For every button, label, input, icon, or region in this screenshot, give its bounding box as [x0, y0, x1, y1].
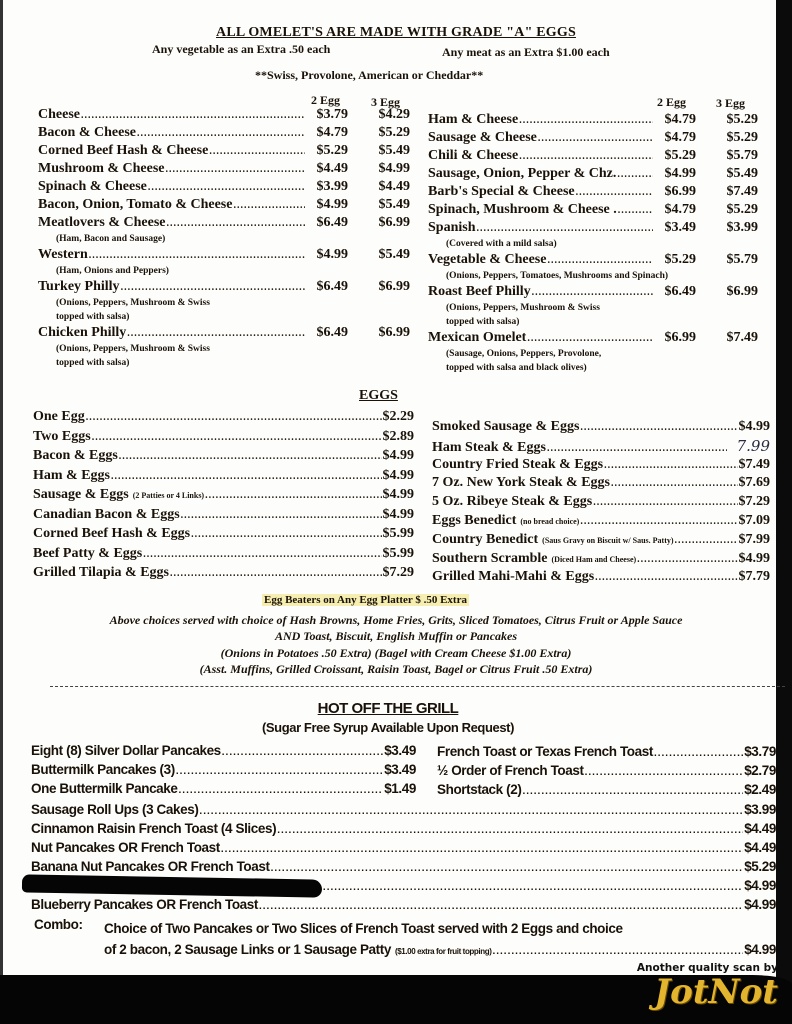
menu-item: [428, 183, 758, 201]
item-price: $7.09: [738, 512, 770, 528]
price-3-egg: $5.49: [726, 166, 758, 181]
menu-item: [437, 780, 776, 799]
item-name: Sausage & Eggs: [33, 487, 129, 502]
menu-item: [31, 857, 776, 876]
combo-price: $4.99: [744, 942, 776, 957]
item-price: $1.49: [384, 781, 416, 796]
price-2-egg: $4.99: [316, 247, 348, 262]
price-2-egg: $6.99: [664, 330, 696, 345]
item-name: Ham & Cheese: [428, 112, 519, 127]
item-name: Sausage, Onion, Pepper & Chz.: [428, 166, 617, 181]
item-name: Bacon & Cheese: [38, 125, 136, 140]
menu-item: [38, 178, 410, 196]
price-3-egg: $5.29: [726, 112, 758, 127]
item-name: 5 Oz. Ribeye Steak & Eggs: [432, 494, 593, 510]
dot-leader: [519, 112, 653, 130]
sides-line: (Asst. Muffins, Grilled Croissant, Raisin Toast, Bagel or Citrus Fruit .50 Extra): [199, 662, 593, 676]
item-name: Eggs Benedict: [432, 512, 517, 528]
price-3-egg: $6.99: [378, 279, 410, 294]
item-price: $4.99: [382, 487, 414, 502]
price-3-egg: $5.79: [726, 148, 758, 163]
item-price: $5.99: [382, 545, 414, 561]
watermark-text: Another quality scan by: [636, 962, 778, 974]
item-description: topped with salsa): [446, 317, 520, 327]
price-2-egg: $6.49: [316, 215, 348, 230]
scan-edge: [0, 0, 3, 1024]
item-description: topped with salsa): [56, 312, 130, 322]
item-name: Chili & Cheese: [428, 148, 519, 163]
dot-leader: [595, 569, 737, 588]
dot-leader: [519, 148, 653, 166]
eggs-list-right: [432, 418, 770, 587]
item-description: topped with salsa): [56, 358, 130, 368]
combo-note: ($1.00 extra for fruit topping): [394, 947, 492, 956]
price-3-egg: $4.29: [378, 107, 410, 122]
item-name: Corned Beef Hash & Cheese: [38, 143, 209, 158]
dot-leader: [675, 532, 738, 551]
dot-leader: [221, 840, 743, 859]
price-3-egg: $4.99: [378, 161, 410, 176]
item-name: Mushroom & Cheese: [38, 161, 165, 176]
menu-item: [33, 485, 414, 505]
menu-item: [428, 147, 758, 165]
dot-leader: [492, 942, 743, 961]
price-3-egg: $4.49: [378, 179, 410, 194]
item-name: Vegetable & Cheese: [428, 252, 547, 267]
item-name: Bacon & Eggs: [33, 448, 118, 463]
price-2-egg: $4.99: [664, 166, 696, 181]
dot-leader: [92, 428, 382, 448]
dot-leader: [111, 467, 382, 487]
item-name: Cinnamon Raisin French Toast (4 Slices): [31, 821, 277, 836]
col-2egg: 2 Egg: [657, 95, 687, 109]
price-2-egg: $3.49: [664, 220, 696, 235]
price-3-egg: $6.99: [378, 325, 410, 340]
menu-item: [428, 219, 758, 237]
item-price: $7.99: [738, 531, 770, 547]
item-name: One Buttermilk Pancake: [31, 781, 178, 796]
menu-item: [432, 531, 770, 550]
dot-leader: [604, 457, 737, 476]
menu-item: [33, 446, 414, 466]
item-name: Meatlovers & Cheese: [38, 215, 166, 230]
price-2-egg: $6.49: [316, 325, 348, 340]
dot-leader: [476, 220, 653, 238]
dot-leader: [176, 762, 383, 781]
item-name: Barb's Special & Cheese: [428, 184, 575, 199]
item-price: $5.29: [744, 859, 776, 874]
item-price: $3.49: [384, 743, 416, 758]
item-price: $7.49: [738, 456, 770, 472]
menu-item: [33, 407, 414, 427]
item-note: (Saus Gravy on Biscuit w/ Saus. Patty): [542, 535, 674, 545]
item-name: Banana Nut Pancakes OR French Toast: [31, 859, 270, 874]
menu-item: [38, 214, 410, 232]
dot-leader: [538, 130, 653, 148]
item-price: $4.99: [744, 878, 776, 893]
price-2-egg: $6.49: [316, 279, 348, 294]
dot-leader: [576, 184, 653, 202]
combo-label: Combo:: [34, 917, 83, 932]
item-name: Mexican Omelet: [428, 330, 527, 345]
item-description: (Onions, Peppers, Mushroom & Swiss: [56, 298, 210, 308]
price-2-egg: $3.79: [316, 107, 348, 122]
item-note: (2 Patties or 4 Links): [132, 491, 205, 500]
item-price: $4.99: [382, 506, 414, 522]
dot-leader: [166, 161, 305, 179]
price-3-egg: $6.99: [726, 284, 758, 299]
item-name: Ham & Eggs: [33, 467, 110, 483]
price-2-egg: $4.79: [664, 202, 696, 217]
menu-item: [432, 456, 770, 475]
col-3egg: 3 Egg: [716, 96, 746, 110]
price-2-egg: $4.79: [664, 112, 696, 127]
menu-item: [31, 838, 776, 857]
dot-leader: [522, 782, 743, 801]
dot-leader: [585, 763, 744, 782]
item-price: $4.99: [382, 448, 414, 463]
grill-list-top-right: [437, 742, 776, 799]
item-name: Canadian Bacon & Eggs: [33, 506, 180, 522]
price-2-egg: $6.99: [664, 184, 696, 199]
menu-item: [437, 742, 776, 761]
dot-leader: [181, 506, 382, 526]
dot-leader: [593, 494, 737, 513]
dot-leader: [271, 859, 744, 878]
menu-item: [38, 106, 410, 124]
price-3-egg: $3.99: [726, 220, 758, 235]
item-price: $7.29: [738, 494, 770, 510]
dot-leader: [167, 215, 305, 233]
cheese-choices: **Swiss, Provolone, American or Cheddar**: [255, 68, 484, 82]
col-2egg: 2 Egg: [311, 93, 341, 107]
item-description: (Ham, Bacon and Sausage): [56, 234, 166, 244]
menu-item: [432, 550, 770, 569]
item-name: Two Eggs: [33, 428, 91, 444]
menu-item: [38, 246, 410, 264]
price-3-egg: $5.29: [726, 202, 758, 217]
item-name: Bacon, Onion, Tomato & Cheese: [38, 197, 233, 212]
item-price: $5.99: [382, 526, 414, 541]
price-3-egg: $5.49: [378, 143, 410, 158]
sides-line: AND Toast, Biscuit, English Muffin or Pancakes: [274, 629, 518, 643]
menu-item: [38, 142, 410, 160]
item-name: Cheese: [38, 107, 80, 122]
menu-item: [428, 329, 758, 347]
item-description: topped with salsa and black olives): [446, 363, 587, 373]
price-3-egg: $5.29: [378, 125, 410, 140]
item-price: $4.99: [738, 419, 770, 434]
dot-leader: [547, 252, 653, 270]
egg-beaters-note: Egg Beaters on Any Egg Platter $ .50 Extra: [264, 594, 467, 606]
item-name: Spinach, Mushroom & Cheese .: [428, 202, 617, 217]
menu-item: [31, 779, 416, 798]
dot-leader: [89, 247, 305, 265]
menu-item: [33, 563, 414, 583]
dot-leader: [527, 330, 653, 348]
item-price: $2.29: [382, 409, 414, 424]
dot-leader: [617, 166, 653, 184]
menu-item: [38, 278, 410, 296]
menu-item: [31, 819, 776, 838]
item-price: $7.29: [382, 565, 414, 580]
item-name: Country Fried Steak & Eggs: [432, 456, 604, 472]
dot-leader: [654, 744, 743, 763]
menu-item: [38, 160, 410, 178]
item-name: Nut Pancakes OR French Toast: [31, 840, 220, 855]
item-price: $4.49: [744, 821, 776, 836]
dot-leader: [119, 447, 382, 467]
menu-item: [31, 800, 776, 819]
menu-item: [38, 124, 410, 142]
price-3-egg: $5.49: [378, 247, 410, 262]
col-3egg: 3 Egg: [371, 95, 401, 109]
price-3-egg: $7.49: [726, 184, 758, 199]
dot-leader: [205, 486, 381, 506]
menu-item: [33, 505, 414, 525]
item-name: Blueberry Pancakes OR French Toast: [31, 897, 258, 912]
sides-line: (Onions in Potatoes .50 Extra) (Bagel with Cream Cheese $1.00 Extra): [220, 646, 572, 660]
veg-extra-note: Any vegetable as an Extra .50 each: [152, 42, 331, 56]
dot-leader: [277, 821, 743, 840]
grill-list-top-left: [31, 741, 416, 798]
item-name: Buttermilk Pancakes (3): [31, 762, 175, 777]
dot-leader: [148, 179, 305, 197]
jotnot-logo: JotNot: [654, 972, 778, 1012]
menu-item: [432, 474, 770, 493]
dot-leader: [191, 525, 381, 545]
item-name: Spanish: [428, 220, 476, 235]
dot-leader: [259, 897, 743, 916]
omelet-list-left: [38, 106, 410, 370]
price-2-egg: $4.79: [316, 125, 348, 140]
dot-leader: [209, 143, 305, 161]
scan-edge: [776, 0, 792, 1024]
dot-leader: [137, 125, 305, 143]
menu-item: [432, 437, 770, 456]
divider: [50, 686, 785, 687]
grill-list-full: [31, 800, 776, 914]
item-name: Roast Beef Philly: [428, 284, 531, 299]
item-name: Country Benedict: [432, 531, 539, 547]
grill-subtitle: (Sugar Free Syrup Available Upon Request): [261, 720, 515, 735]
menu-item: [38, 196, 410, 214]
price-3-egg: $5.49: [378, 197, 410, 212]
item-name: Shortstack (2): [437, 782, 522, 797]
dot-leader: [179, 781, 384, 800]
item-price: 7.99: [736, 436, 770, 455]
item-name: Grilled Tilapia & Eggs: [33, 565, 170, 580]
item-name: Ham Steak & Eggs: [432, 439, 546, 455]
price-3-egg: $5.29: [726, 130, 758, 145]
dot-leader: [81, 107, 305, 125]
menu-item: [428, 165, 758, 183]
dot-leader: [580, 513, 737, 532]
item-name: Sausage Roll Ups (3 Cakes): [31, 802, 199, 817]
menu-item: [31, 760, 416, 779]
menu-item: [38, 324, 410, 342]
item-price: $4.99: [744, 897, 776, 912]
omelet-list-right: [428, 111, 758, 375]
price-2-egg: $5.29: [664, 252, 696, 267]
price-3-egg: $7.49: [726, 330, 758, 345]
dot-leader: [143, 545, 381, 565]
item-description: (Ham, Onions and Peppers): [56, 266, 169, 276]
menu-item: [33, 524, 414, 544]
dot-leader: [580, 419, 737, 438]
item-price: $3.79: [744, 744, 776, 759]
price-2-egg: $6.49: [664, 284, 696, 299]
item-name: One Egg: [33, 409, 85, 424]
item-name: Turkey Philly: [38, 279, 120, 294]
menu-item: [31, 741, 416, 760]
menu-item: [33, 427, 414, 447]
dot-leader: [637, 551, 737, 570]
dot-leader: [86, 408, 382, 428]
item-price: $3.99: [744, 802, 776, 817]
eggs-heading: EGGS: [359, 388, 398, 403]
price-2-egg: $5.29: [316, 143, 348, 158]
dot-leader: [532, 284, 653, 302]
item-name: Grilled Mahi-Mahi & Eggs: [432, 569, 595, 585]
price-2-egg: $4.79: [664, 130, 696, 145]
menu-item: [33, 466, 414, 486]
combo-description: Choice of Two Pancakes or Two Slices of French Toast served with 2 Eggs and choice: [104, 921, 623, 936]
item-description: (Onions, Peppers, Mushroom & Swiss: [446, 303, 600, 313]
price-2-egg: $4.49: [316, 161, 348, 176]
menu-item: [428, 111, 758, 129]
dot-leader: [611, 475, 738, 494]
item-name: Western: [38, 247, 88, 262]
item-name: Spinach & Cheese: [38, 179, 147, 194]
meat-extra-note: Any meat as an Extra $1.00 each: [442, 45, 610, 59]
item-price: $7.79: [738, 569, 770, 585]
item-description: (Sausage, Onions, Peppers, Provolone,: [446, 349, 602, 359]
eggs-list-left: [33, 407, 414, 583]
item-price: $2.49: [744, 782, 776, 797]
menu-item: [432, 418, 770, 437]
dot-leader: [618, 202, 653, 220]
menu-item: [31, 895, 776, 914]
item-name: French Toast or Texas French Toast: [437, 744, 653, 759]
item-price: $2.89: [382, 428, 414, 444]
grill-heading: HOT OFF THE GRILL: [317, 700, 459, 717]
price-3-egg: $6.99: [378, 215, 410, 230]
menu-item: [437, 761, 776, 780]
item-name: Chicken Philly: [38, 325, 127, 340]
item-note: (no bread choice): [520, 516, 580, 526]
menu-item: [432, 568, 770, 587]
item-price: $4.49: [744, 840, 776, 855]
item-name: Beef Patty & Eggs: [33, 545, 143, 561]
dot-leader: [199, 802, 743, 821]
menu-item: [428, 129, 758, 147]
dot-leader: [127, 325, 305, 343]
item-name: Sausage & Cheese: [428, 130, 537, 145]
item-description: (Covered with a mild salsa): [446, 239, 557, 249]
sides-line: Above choices served with choice of Hash Browns, Home Fries, Grits, Sliced Tomatoes, Citrus Fruit or Apple Sauce: [109, 613, 683, 627]
dot-leader: [222, 743, 383, 762]
item-description: (Onions, Peppers, Mushroom & Swiss: [56, 344, 210, 354]
item-price: $4.99: [738, 550, 770, 566]
price-3-egg: $5.79: [726, 252, 758, 267]
price-2-egg: $5.29: [664, 148, 696, 163]
item-description: (Onions, Peppers, Tomatoes, Mushrooms and Spinach): [446, 271, 669, 281]
item-note: (Diced Ham and Cheese): [551, 554, 637, 564]
item-price: $4.99: [382, 467, 414, 483]
menu-item: [432, 493, 770, 512]
menu-item: [428, 201, 758, 219]
menu-item: [432, 512, 770, 531]
item-name: Southern Scramble: [432, 550, 548, 566]
price-2-egg: $3.99: [316, 179, 348, 194]
menu-item: [428, 283, 758, 301]
dot-leader: [170, 564, 381, 584]
combo-row: [104, 940, 776, 959]
dot-leader: [121, 279, 305, 297]
menu-item: [33, 544, 414, 564]
item-name: Eight (8) Silver Dollar Pancakes: [31, 743, 221, 758]
item-name: Smoked Sausage & Eggs: [432, 419, 580, 434]
item-name: 7 Oz. New York Steak & Eggs: [432, 475, 610, 491]
menu-item: [428, 251, 758, 269]
combo-description: of 2 bacon, 2 Sausage Links or 1 Sausage Patty: [104, 942, 391, 957]
item-price: $7.69: [738, 475, 770, 491]
item-price: $2.79: [744, 763, 776, 778]
item-price: $3.49: [384, 762, 416, 777]
dot-leader: [233, 197, 305, 215]
item-name: ½ Order of French Toast: [437, 763, 584, 778]
item-name: Corned Beef Hash & Eggs: [33, 526, 191, 541]
price-2-egg: $4.99: [316, 197, 348, 212]
omelet-heading: ALL OMELET'S ARE MADE WITH GRADE "A" EGGS: [216, 25, 576, 40]
